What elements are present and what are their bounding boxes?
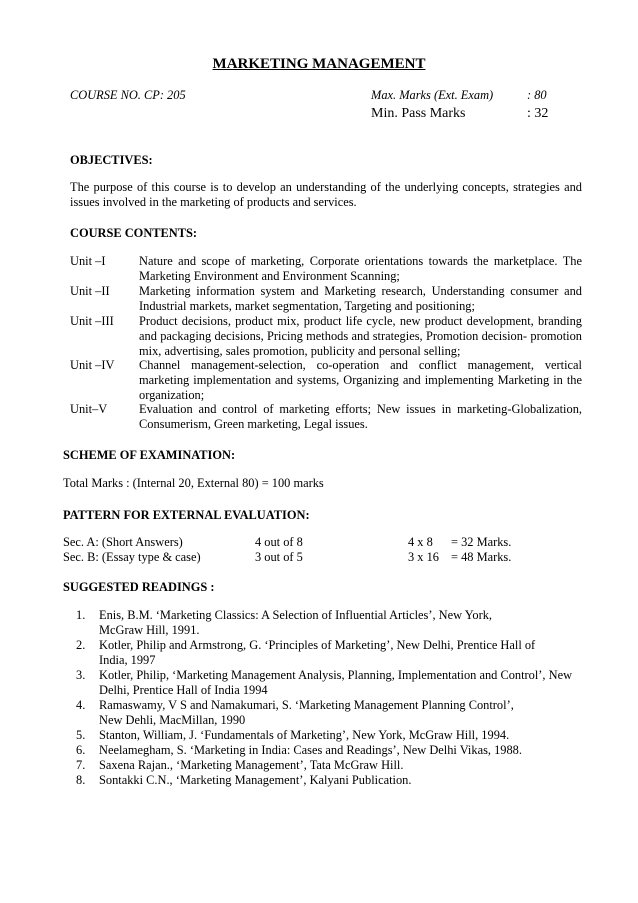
unit-label: Unit –III (70, 314, 114, 328)
reading-text: Stanton, William, J. ‘Fundamentals of Marketing’, New York, McGraw Hill, 1994. (99, 728, 510, 742)
pattern-count-b: 3 out of 5 (255, 550, 303, 564)
reading-number: 2. (76, 638, 86, 652)
unit-label: Unit–V (70, 402, 108, 416)
max-marks-value: : 80 (527, 88, 547, 102)
pattern-section-b: Sec. B: (Essay type & case) (63, 550, 201, 564)
reading-number: 6. (76, 743, 86, 757)
course-number: COURSE NO. CP: 205 (70, 88, 186, 102)
max-marks-label: Max. Marks (Ext. Exam) (371, 88, 494, 102)
scheme-text: Total Marks : (Internal 20, External 80) = 100 marks (63, 476, 324, 490)
readings-heading: SUGGESTED READINGS : (63, 580, 215, 594)
unit-label: Unit –II (70, 284, 110, 298)
reading-text: Kotler, Philip and Armstrong, G. ‘Principles of Marketing’, New Delhi, Prentice Hall of India, 1997 (99, 638, 536, 667)
objectives-text: The purpose of this course is to develop an understanding of the underlying concepts, strategies and issues involved in the marketing of products and services. (70, 180, 582, 209)
pattern-section-a: Sec. A: (Short Answers) (63, 535, 183, 549)
reading-text: Enis, B.M. ‘Marketing Classics: A Selection of Influential Articles’, New York, McGraw Hill, 1991. (99, 608, 493, 637)
reading-number: 3. (76, 668, 86, 682)
reading-text: Sontakki C.N., ‘Marketing Management’, Kalyani Publication. (99, 773, 412, 787)
reading-number: 7. (76, 758, 86, 772)
unit-text: Evaluation and control of marketing efforts; New issues in marketing-Globalization, Consumerism, Green marketing, Legal issues. (139, 402, 582, 431)
scheme-heading: SCHEME OF EXAMINATION: (63, 448, 236, 462)
unit-text: Nature and scope of marketing, Corporate orientations towards the marketplace. The Marketing Environment and Environment Scanning; (139, 254, 582, 283)
unit-label: Unit –IV (70, 358, 115, 372)
reading-number: 4. (76, 698, 86, 712)
unit-label: Unit –I (70, 254, 106, 268)
pattern-calc-a: 4 x 8 (408, 535, 433, 549)
pattern-count-a: 4 out of 8 (255, 535, 303, 549)
pattern-calc-b: 3 x 16 (408, 550, 439, 564)
reading-number: 8. (76, 773, 86, 787)
reading-text: Neelamegham, S. ‘Marketing in India: Cases and Readings’, New Delhi Vikas, 1988. (99, 743, 522, 757)
min-pass-label: Min. Pass Marks (371, 106, 466, 121)
unit-text: Channel management-selection, co-operation and conflict management, vertical marketing implementation and systems, Organizing and implementing Marketing in the organization; (139, 358, 582, 402)
min-pass-value: : 32 (527, 106, 549, 121)
unit-text: Marketing information system and Marketing research, Understanding consumer and Industrial markets, market segmentation, Targeting and positioning; (139, 284, 582, 313)
reading-number: 5. (76, 728, 86, 742)
unit-text: Product decisions, product mix, product life cycle, new product development, branding and packaging decisions, Pricing methods and strategies, Promotion decision- promotion mix, advertising, sales promotion, publicity and personal selling; (139, 314, 582, 358)
reading-number: 1. (76, 608, 86, 622)
reading-text: Saxena Rajan., ‘Marketing Management’, Tata McGraw Hill. (99, 758, 404, 772)
reading-text: Kotler, Philip, ‘Marketing Management Analysis, Planning, Implementation and Control’, New Delhi, Prentice Hall of India 1994 (99, 668, 573, 697)
pattern-result-a: = 32 Marks. (451, 535, 512, 549)
course-contents-heading: COURSE CONTENTS: (70, 226, 198, 240)
pattern-result-b: = 48 Marks. (451, 550, 512, 564)
reading-text: Ramaswamy, V S and Namakumari, S. ‘Marketing Management Planning Control’, New Dehli, MacMillan, 1990 (99, 698, 514, 727)
objectives-heading: OBJECTIVES: (70, 153, 153, 167)
page-title: MARKETING MANAGEMENT (212, 56, 426, 72)
pattern-heading: PATTERN FOR EXTERNAL EVALUATION: (63, 508, 310, 522)
